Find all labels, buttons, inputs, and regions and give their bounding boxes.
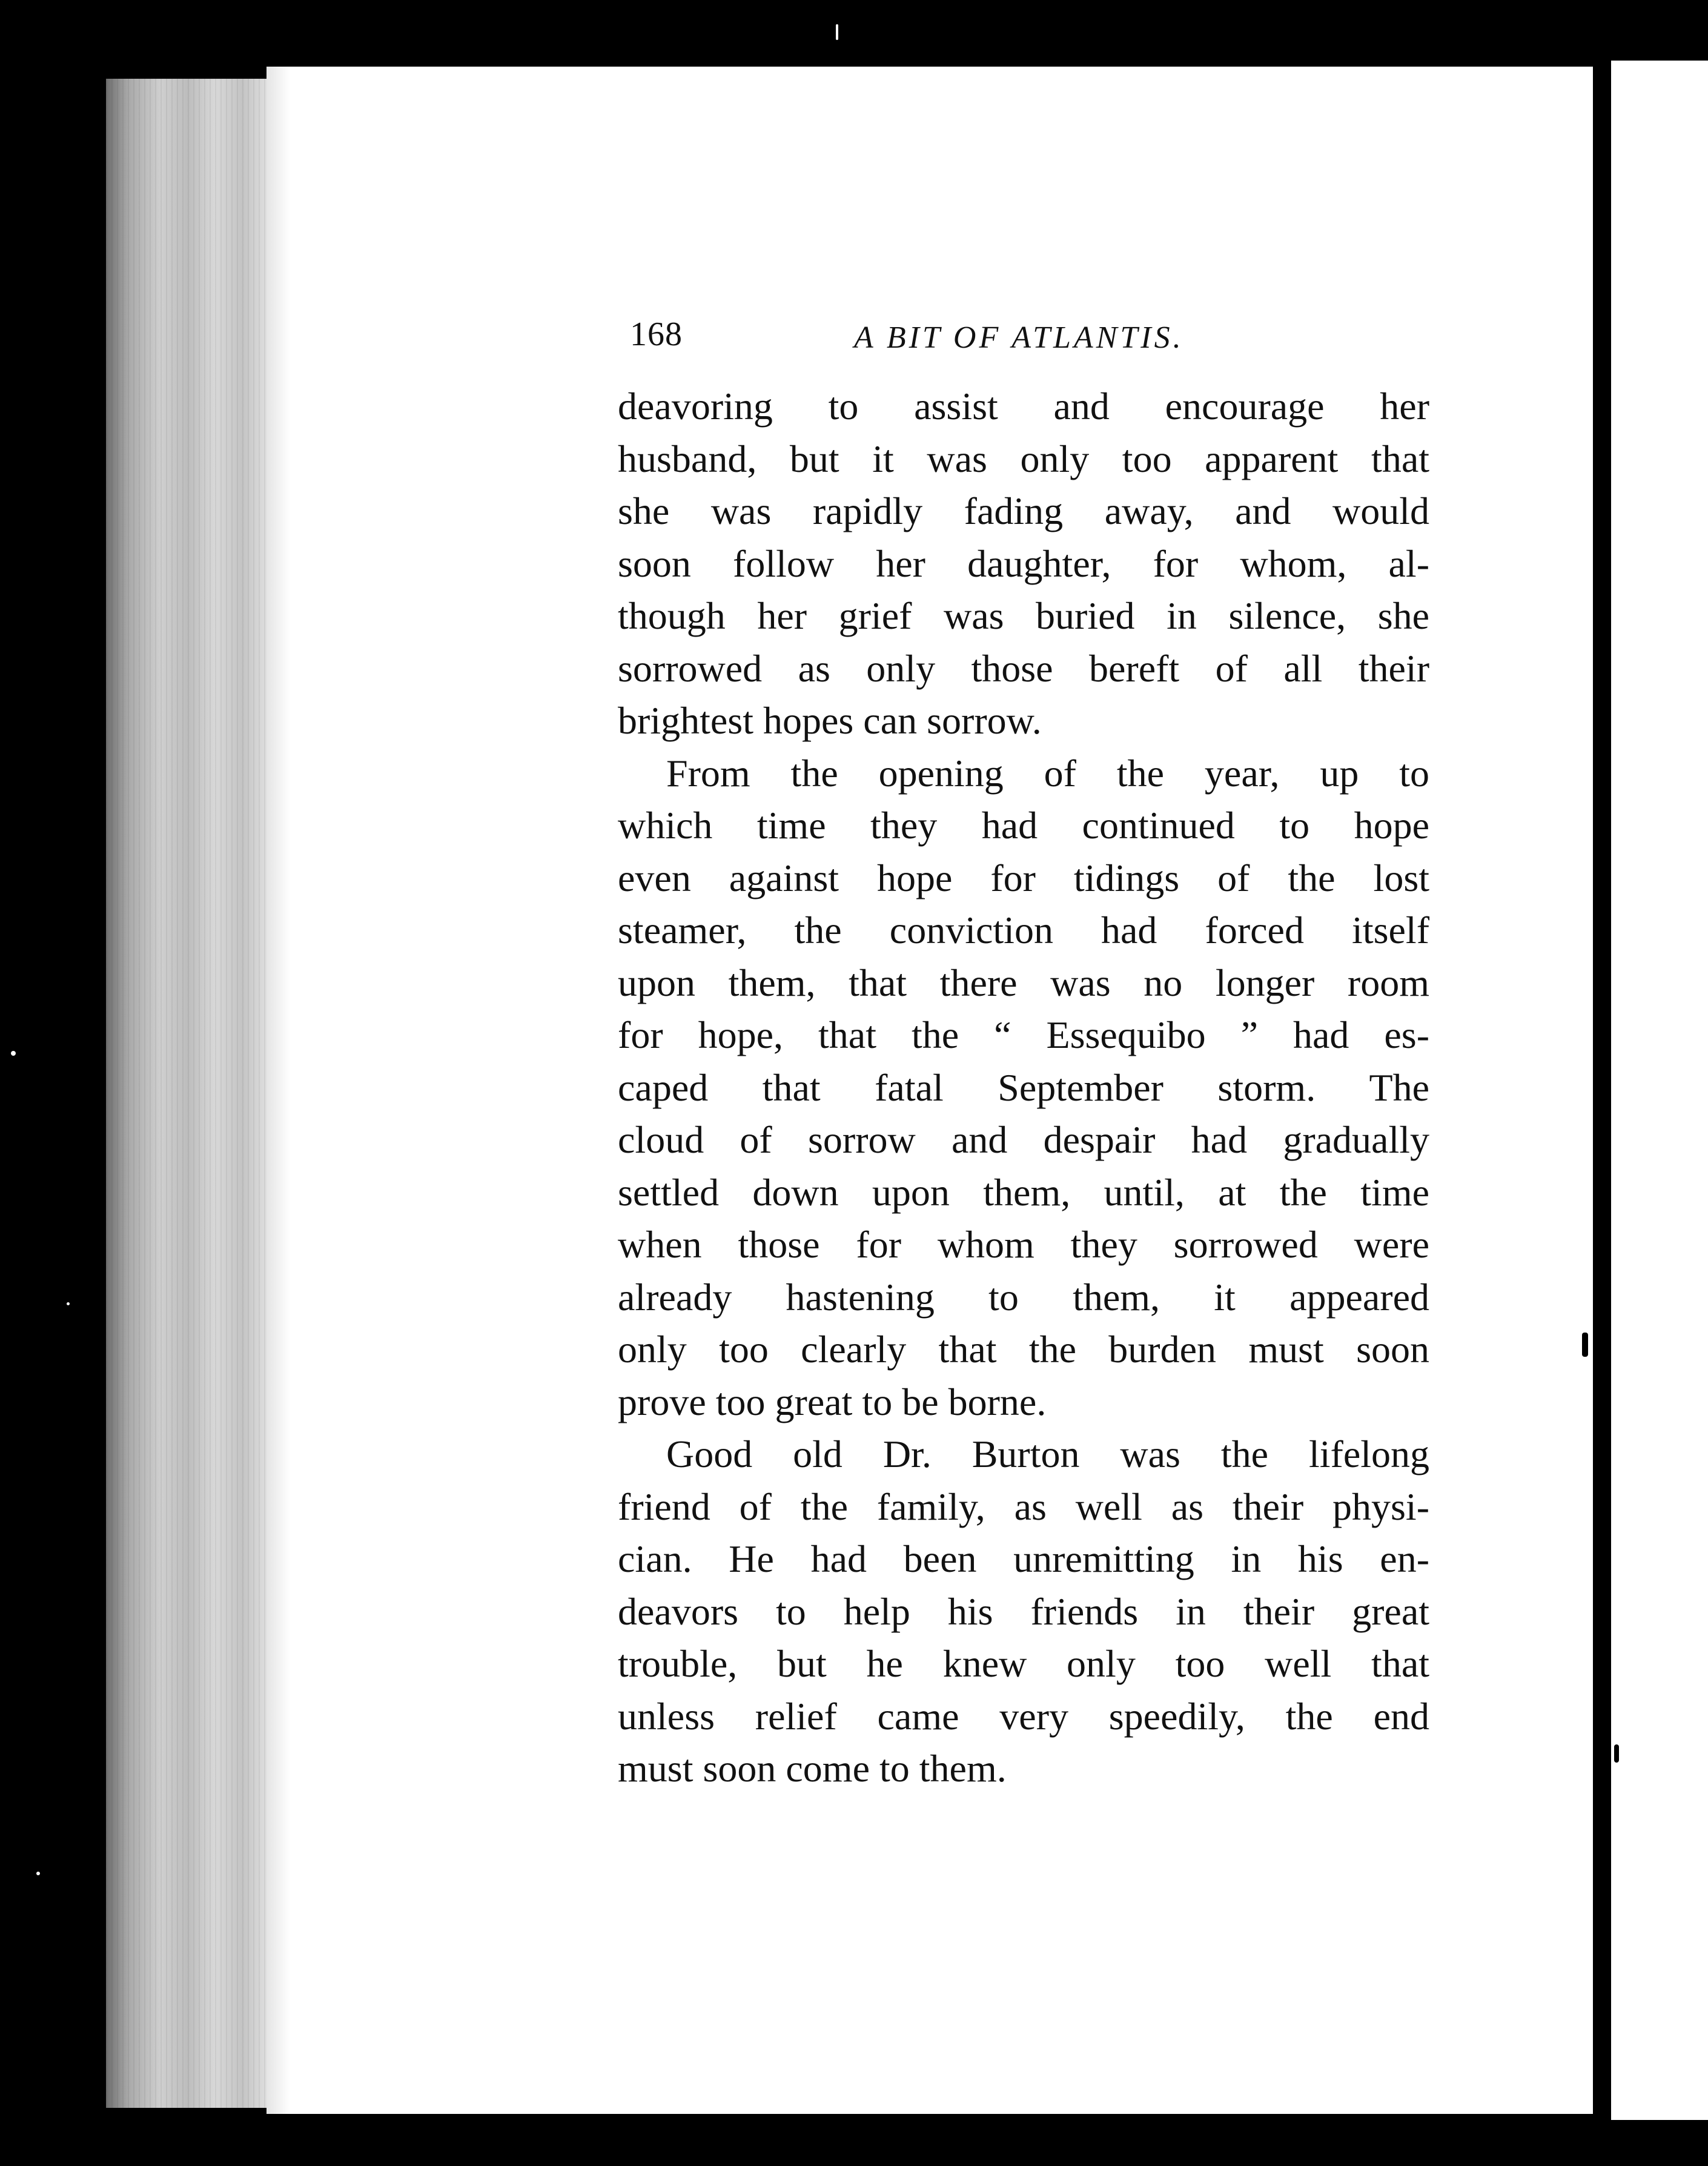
text-line: though her grief was buried in silence, she: [618, 594, 1429, 637]
text-line: deavors to help his friends in their great: [618, 1589, 1429, 1633]
scan-speck: [11, 1051, 16, 1056]
page-block-edge-texture: [106, 79, 288, 2108]
text-line: already hastening to them, it appeared: [618, 1275, 1429, 1319]
text-line: only too clearly that the burden must soon: [618, 1328, 1429, 1371]
body-text: [618, 380, 1429, 1795]
scan-speck: [1582, 1333, 1588, 1357]
page-gutter-shadow: [266, 67, 291, 2114]
scan-speck: [67, 1302, 70, 1305]
text-line: brightest hopes can sorrow.: [618, 699, 1042, 742]
scan-speck: [36, 1872, 40, 1875]
text-line: even against hope for tidings of the lost: [618, 856, 1429, 899]
page-header: [630, 303, 1429, 369]
text-line: unless relief came very speedily, the end: [618, 1694, 1429, 1738]
running-head: A BIT OF ATLANTIS.: [854, 320, 1184, 355]
text-line: cloud of sorrow and despair had gradually: [618, 1118, 1429, 1161]
text-line: friend of the family, as well as their physi-: [618, 1485, 1429, 1528]
text-line: prove too great to be borne.: [618, 1380, 1047, 1423]
text-line: must soon come to them.: [618, 1747, 1007, 1790]
text-line: husband, but it was only too apparent that: [618, 437, 1429, 480]
text-line: trouble, but he knew only too well that: [618, 1642, 1429, 1685]
text-line: when those for whom they sorrowed were: [618, 1223, 1429, 1266]
text-line: steamer, the conviction had forced itself: [618, 909, 1429, 952]
text-line: caped that fatal September storm. The: [618, 1065, 1429, 1109]
text-line: she was rapidly fading away, and would: [618, 489, 1429, 532]
paragraph-start-line: From the opening of the year, up to: [666, 751, 1429, 795]
text-line: which time they had continued to hope: [618, 804, 1429, 847]
text-line: cian. He had been unremitting in his en-: [618, 1537, 1429, 1580]
facing-page-sliver: [1611, 61, 1708, 2120]
text-line: settled down upon them, until, at the time: [618, 1170, 1429, 1214]
text-line: for hope, that the “ Essequibo ” had es-: [618, 1013, 1429, 1056]
binding-gutter: [1593, 67, 1611, 2114]
text-line: deavoring to assist and encourage her: [618, 385, 1429, 428]
scan-speck: [836, 24, 838, 40]
scan-speck: [1614, 1744, 1619, 1763]
text-line: upon them, that there was no longer room: [618, 961, 1429, 1004]
paragraph-start-line: Good old Dr. Burton was the lifelong: [666, 1432, 1429, 1475]
text-line: sorrowed as only those bereft of all their: [618, 646, 1429, 690]
page-number: 168: [630, 316, 683, 353]
text-line: soon follow her daughter, for whom, al-: [618, 542, 1429, 585]
